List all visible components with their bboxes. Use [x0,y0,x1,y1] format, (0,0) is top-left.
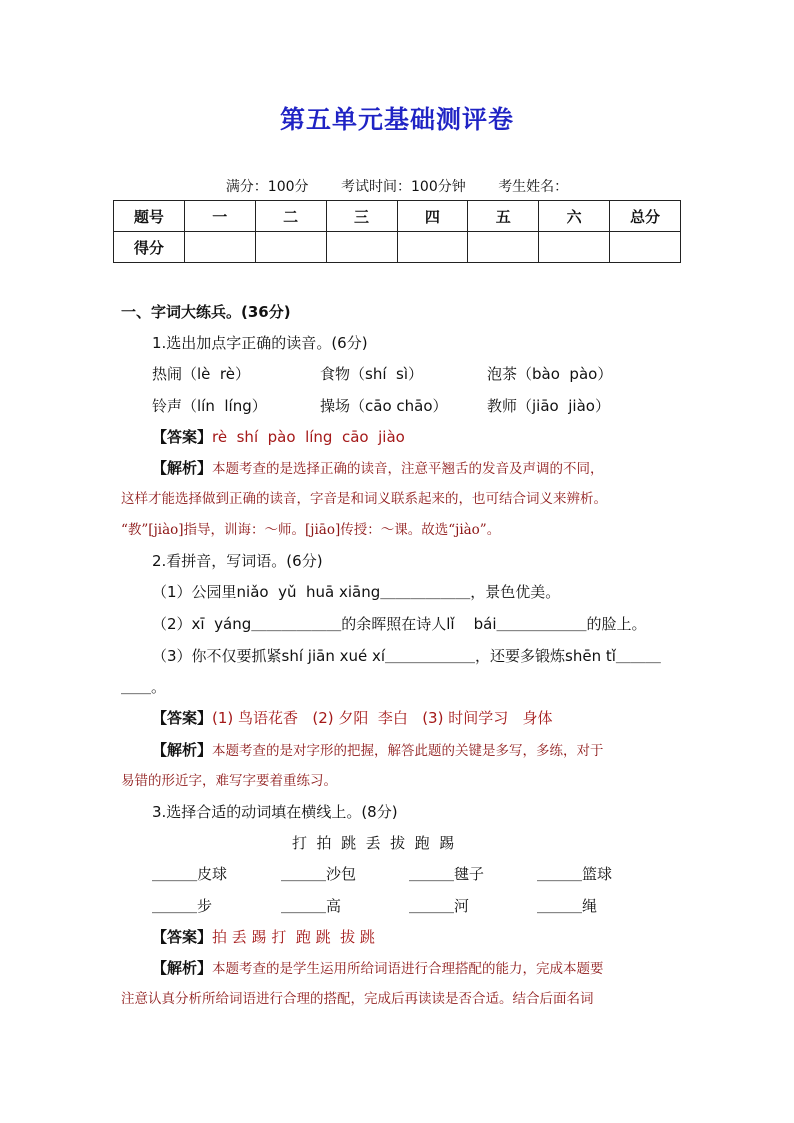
score-cell[interactable] [468,232,539,263]
score-cell[interactable] [397,232,468,263]
q3-blank: ＿＿＿河 [409,897,470,915]
score-cell[interactable] [326,232,397,263]
section1-heading: 一、字词大练兵。(36分) [121,303,291,321]
q1-option: 泡茶（bào pào） [487,365,613,383]
answer-text: rè shí pào líng cāo jiào [212,428,405,446]
analysis-tag: 【解析】 [152,959,213,977]
q3-stem: 3.选择合适的动词填在横线上。(8分) [152,803,398,821]
exam-meta [0,176,794,196]
score-cell[interactable] [610,232,681,263]
q3-blank: ＿＿＿绳 [537,897,598,915]
q1-stem: 1.选出加点字正确的读音。(6分) [152,334,368,352]
score-cell[interactable] [255,232,326,263]
q3-word-bank: 打 拍 跳 丢 拔 跑 踢 [292,834,455,852]
score-table-score-row [114,232,681,263]
score-table-header: 四 [397,201,468,232]
q3-analysis-line: 注意认真分析所给词语进行合理的搭配，完成后再读读是否合适。结合后面名词 [121,991,594,1007]
score-cell[interactable] [184,232,255,263]
q3-blank: ＿＿＿步 [152,897,213,915]
q2-stem: 2.看拼音，写词语。(6分) [152,552,323,570]
q2-answer [152,708,553,728]
q2-item-cont: ＿＿。 [121,678,167,696]
score-table [113,200,681,263]
q1-analysis-line: “教”[jiào]指导，训诲：～师。[jiāo]传授：～课。故选“jiào”。 [121,522,501,538]
page-title: 第五单元基础测评卷 [279,105,514,134]
q3-answer [152,927,375,947]
analysis-text: 本题考查的是对字形的把握，解答此题的关键是多写，多练，对于 [212,743,604,759]
answer-tag: 【答案】 [152,428,213,446]
analysis-tag: 【解析】 [152,741,213,759]
answer-tag: 【答案】 [152,709,213,727]
score-cell[interactable] [539,232,610,263]
q3-blank: ＿＿＿篮球 [537,865,613,883]
score-table-header: 二 [255,201,326,232]
q2-analysis [152,740,604,761]
score-table-header-row [114,201,681,232]
full-score: 满分：100分 [225,179,309,195]
q1-answer [152,427,405,447]
analysis-text: 本题考查的是学生运用所给词语进行合理搭配的能力，完成本题要 [212,961,604,977]
answer-text: 拍 丢 踢 打 跑 跳 拔 跳 [212,928,375,946]
q3-blank: ＿＿＿沙包 [281,865,357,883]
score-table-header: 六 [539,201,610,232]
q1-option: 铃声（lín líng） [152,397,267,415]
score-table-header: 五 [468,201,539,232]
q1-option: 食物（shí sì） [320,365,424,383]
q1-option: 教师（jiāo jiào） [487,397,610,415]
exam-time: 考试时间：100分钟 [341,179,466,195]
score-table-header: 一 [184,201,255,232]
analysis-tag: 【解析】 [152,459,213,477]
q1-analysis [152,458,604,479]
q3-blank: ＿＿＿皮球 [152,865,228,883]
score-table-header: 题号 [114,201,185,232]
q1-option: 热闹（lè rè） [152,365,250,383]
q3-blank: ＿＿＿毽子 [409,865,485,883]
q2-item: （2）xī yáng＿＿＿＿＿＿的余晖照在诗人lǐ bái＿＿＿＿＿＿的脸上。 [152,615,647,633]
q3-analysis [152,958,604,979]
q2-analysis-line: 易错的形近字，难写字要着重练习。 [121,773,337,789]
answer-tag: 【答案】 [152,928,213,946]
q3-blank: ＿＿＿高 [281,897,342,915]
q1-option: 操场（cāo chāo） [320,397,448,415]
q1-analysis-line: 这样才能选择做到正确的读音，字音是和词义联系起来的，也可结合词义来辨析。 [121,491,607,507]
q2-item: （1）公园里niǎo yǔ huā xiāng＿＿＿＿＿＿，景色优美。 [152,583,561,601]
answer-text: (1) 鸟语花香 (2) 夕阳 李白 (3) 时间学习 身体 [212,709,553,727]
q2-item: （3）你不仅要抓紧shí jiān xué xí＿＿＿＿＿＿，还要多锻炼shēn tǐ＿＿＿ [152,647,661,665]
analysis-text: 本题考查的是选择正确的读音，注意平翘舌的发音及声调的不同， [212,461,604,477]
name-label: 考生姓名： [498,179,569,195]
score-row-label: 得分 [114,232,185,263]
score-table-header: 总分 [610,201,681,232]
score-table-header: 三 [326,201,397,232]
